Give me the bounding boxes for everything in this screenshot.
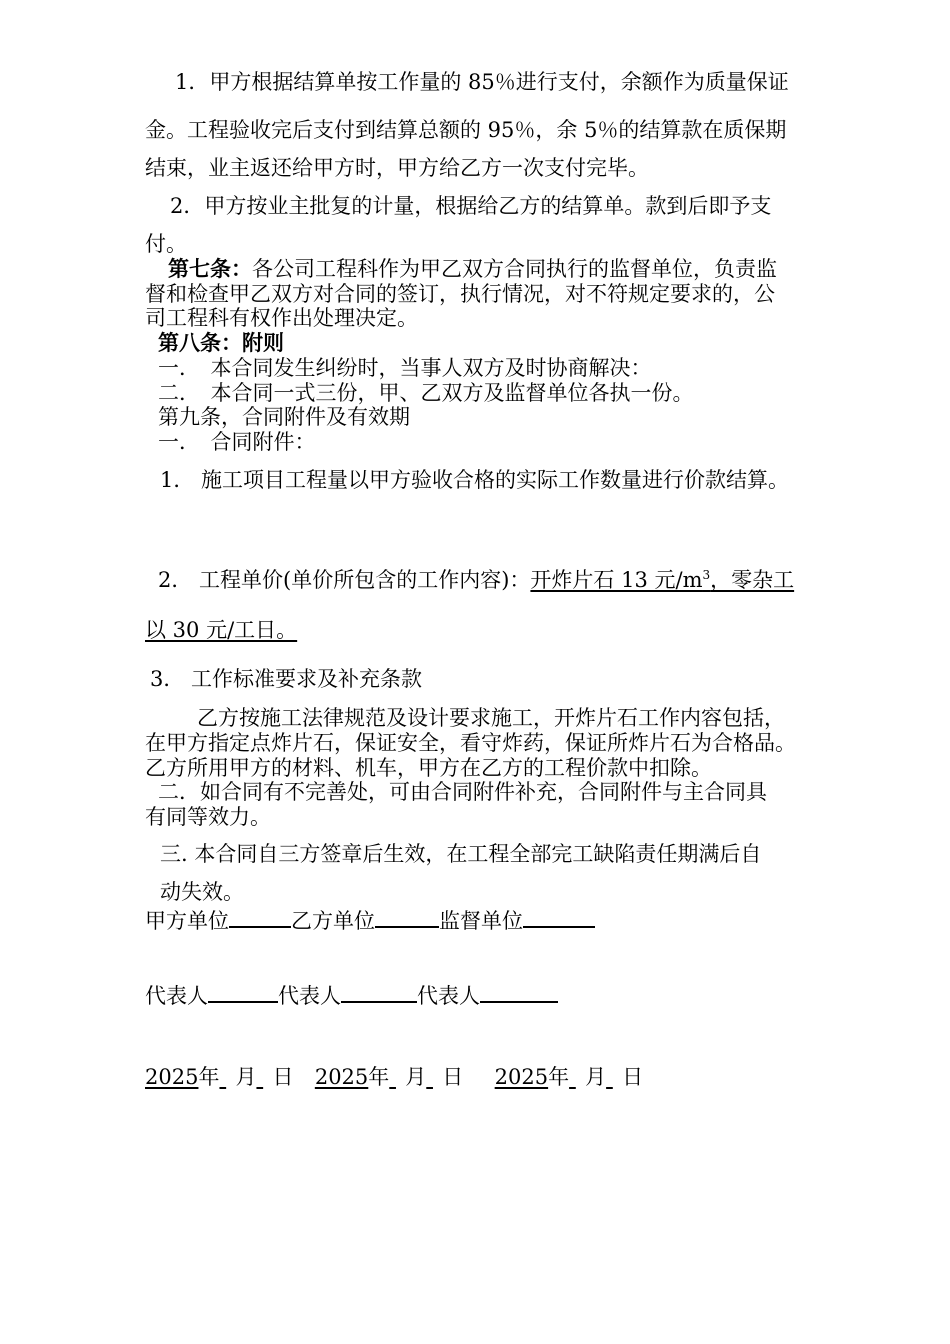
- attachment-item-3-line-1: 乙方按施工法律规范及设计要求施工，开炸片石工作内容包括，: [197, 706, 785, 730]
- party-a-representative-blank[interactable]: [208, 980, 278, 1003]
- payment-item-1-line-2: 金。工程验收完后支付到结算总额的 95％，余 5％的结算款在质保期: [145, 118, 787, 142]
- supervisor-unit-label: 监督单位: [439, 909, 523, 933]
- clause-7-text: 各公司工程科作为甲乙双方合同执行的监督单位，负责监: [252, 257, 777, 281]
- attachment-item-2-prefix: 2． 工程单价(单价所包含的工作内容)：: [158, 568, 531, 592]
- clause-8-item-1: 一． 本合同发生纠纷时，当事人双方及时协商解决：: [158, 356, 652, 380]
- clause-7-line-1: [168, 257, 777, 281]
- clause-9-sub-3-line-1: 三. 本合同自三方签章后生效，在工程全部完工缺陷责任期满后自: [160, 842, 762, 866]
- clause-8-item-2: 二． 本合同一式三份，甲、乙双方及监督单位各执一份。: [158, 381, 694, 405]
- clause-9-heading: 第九条，合同附件及有效期: [158, 405, 410, 429]
- supervisor-representative-blank[interactable]: [480, 980, 558, 1003]
- unit-price-text: 开炸片石 13 元$/m^3$，零杂工: [530, 568, 795, 592]
- payment-item-1-line-1: 1．甲方根据结算单按工作量的 85％进行支付，余额作为质量保证: [175, 70, 789, 94]
- clause-9-sub-2-line-1: 二．如合同有不完善处，可由合同附件补充，合同附件与主合同具: [158, 780, 767, 804]
- clause-7-heading: 第七条：: [168, 256, 252, 281]
- signature-units-row: [145, 905, 595, 933]
- attachment-item-3-line-2: 在甲方指定点炸片石，保证安全，看守炸药，保证所炸片石为合格品。: [145, 731, 796, 755]
- clause-9-sub-3-line-2: 动失效。: [160, 880, 244, 904]
- payment-item-2-line-1: 2．甲方按业主批复的计量，根据给乙方的结算单。款到后即予支: [170, 194, 772, 218]
- clause-7-line-2: 督和检查甲乙双方对合同的签订，执行情况，对不符规定要求的，公: [145, 282, 775, 306]
- attachment-item-2-line-1: [158, 568, 794, 592]
- attachment-item-2-line-2: 以 30 元/工日。: [145, 618, 298, 642]
- cubic-superscript: 3: [702, 568, 711, 582]
- clause-7-line-3: 司工程科有权作出处理决定。: [145, 306, 418, 330]
- clause-8-heading: 第八条：附则: [158, 330, 284, 355]
- signature-representatives-row: [145, 980, 558, 1008]
- party-b-representative-label: 代表人: [278, 984, 341, 1008]
- date-party-a[interactable]: 2025年 月 日: [145, 1065, 294, 1089]
- date-supervisor[interactable]: 2025年 月 日: [494, 1065, 644, 1089]
- date-party-b[interactable]: 2025年 月 日: [314, 1065, 464, 1089]
- attachment-item-3-heading: 3． 工作标准要求及补充条款: [150, 667, 423, 691]
- party-b-unit-label: 乙方单位: [291, 909, 375, 933]
- supervisor-representative-label: 代表人: [417, 984, 480, 1008]
- supervisor-unit-blank[interactable]: [523, 905, 595, 928]
- party-a-representative-label: 代表人: [145, 984, 208, 1008]
- party-b-unit-blank[interactable]: [375, 905, 439, 928]
- payment-item-2-line-2: 付。: [145, 232, 187, 256]
- attachment-item-1: 1． 施工项目工程量以甲方验收合格的实际工作数量进行价款结算。: [160, 468, 790, 492]
- attachment-item-3-line-3: 乙方所用甲方的材料、机车，甲方在乙方的工程价款中扣除。: [145, 756, 712, 780]
- clause-9-sub-1: 一． 合同附件：: [158, 430, 316, 454]
- signature-dates-row: [145, 1065, 643, 1089]
- payment-item-1-line-3: 结束，业主返还给甲方时，甲方给乙方一次支付完毕。: [145, 156, 649, 180]
- party-b-representative-blank[interactable]: [341, 980, 417, 1003]
- party-a-unit-label: 甲方单位: [145, 909, 229, 933]
- clause-9-sub-2-line-2: 有同等效力。: [145, 805, 271, 829]
- party-a-unit-blank[interactable]: [229, 905, 291, 928]
